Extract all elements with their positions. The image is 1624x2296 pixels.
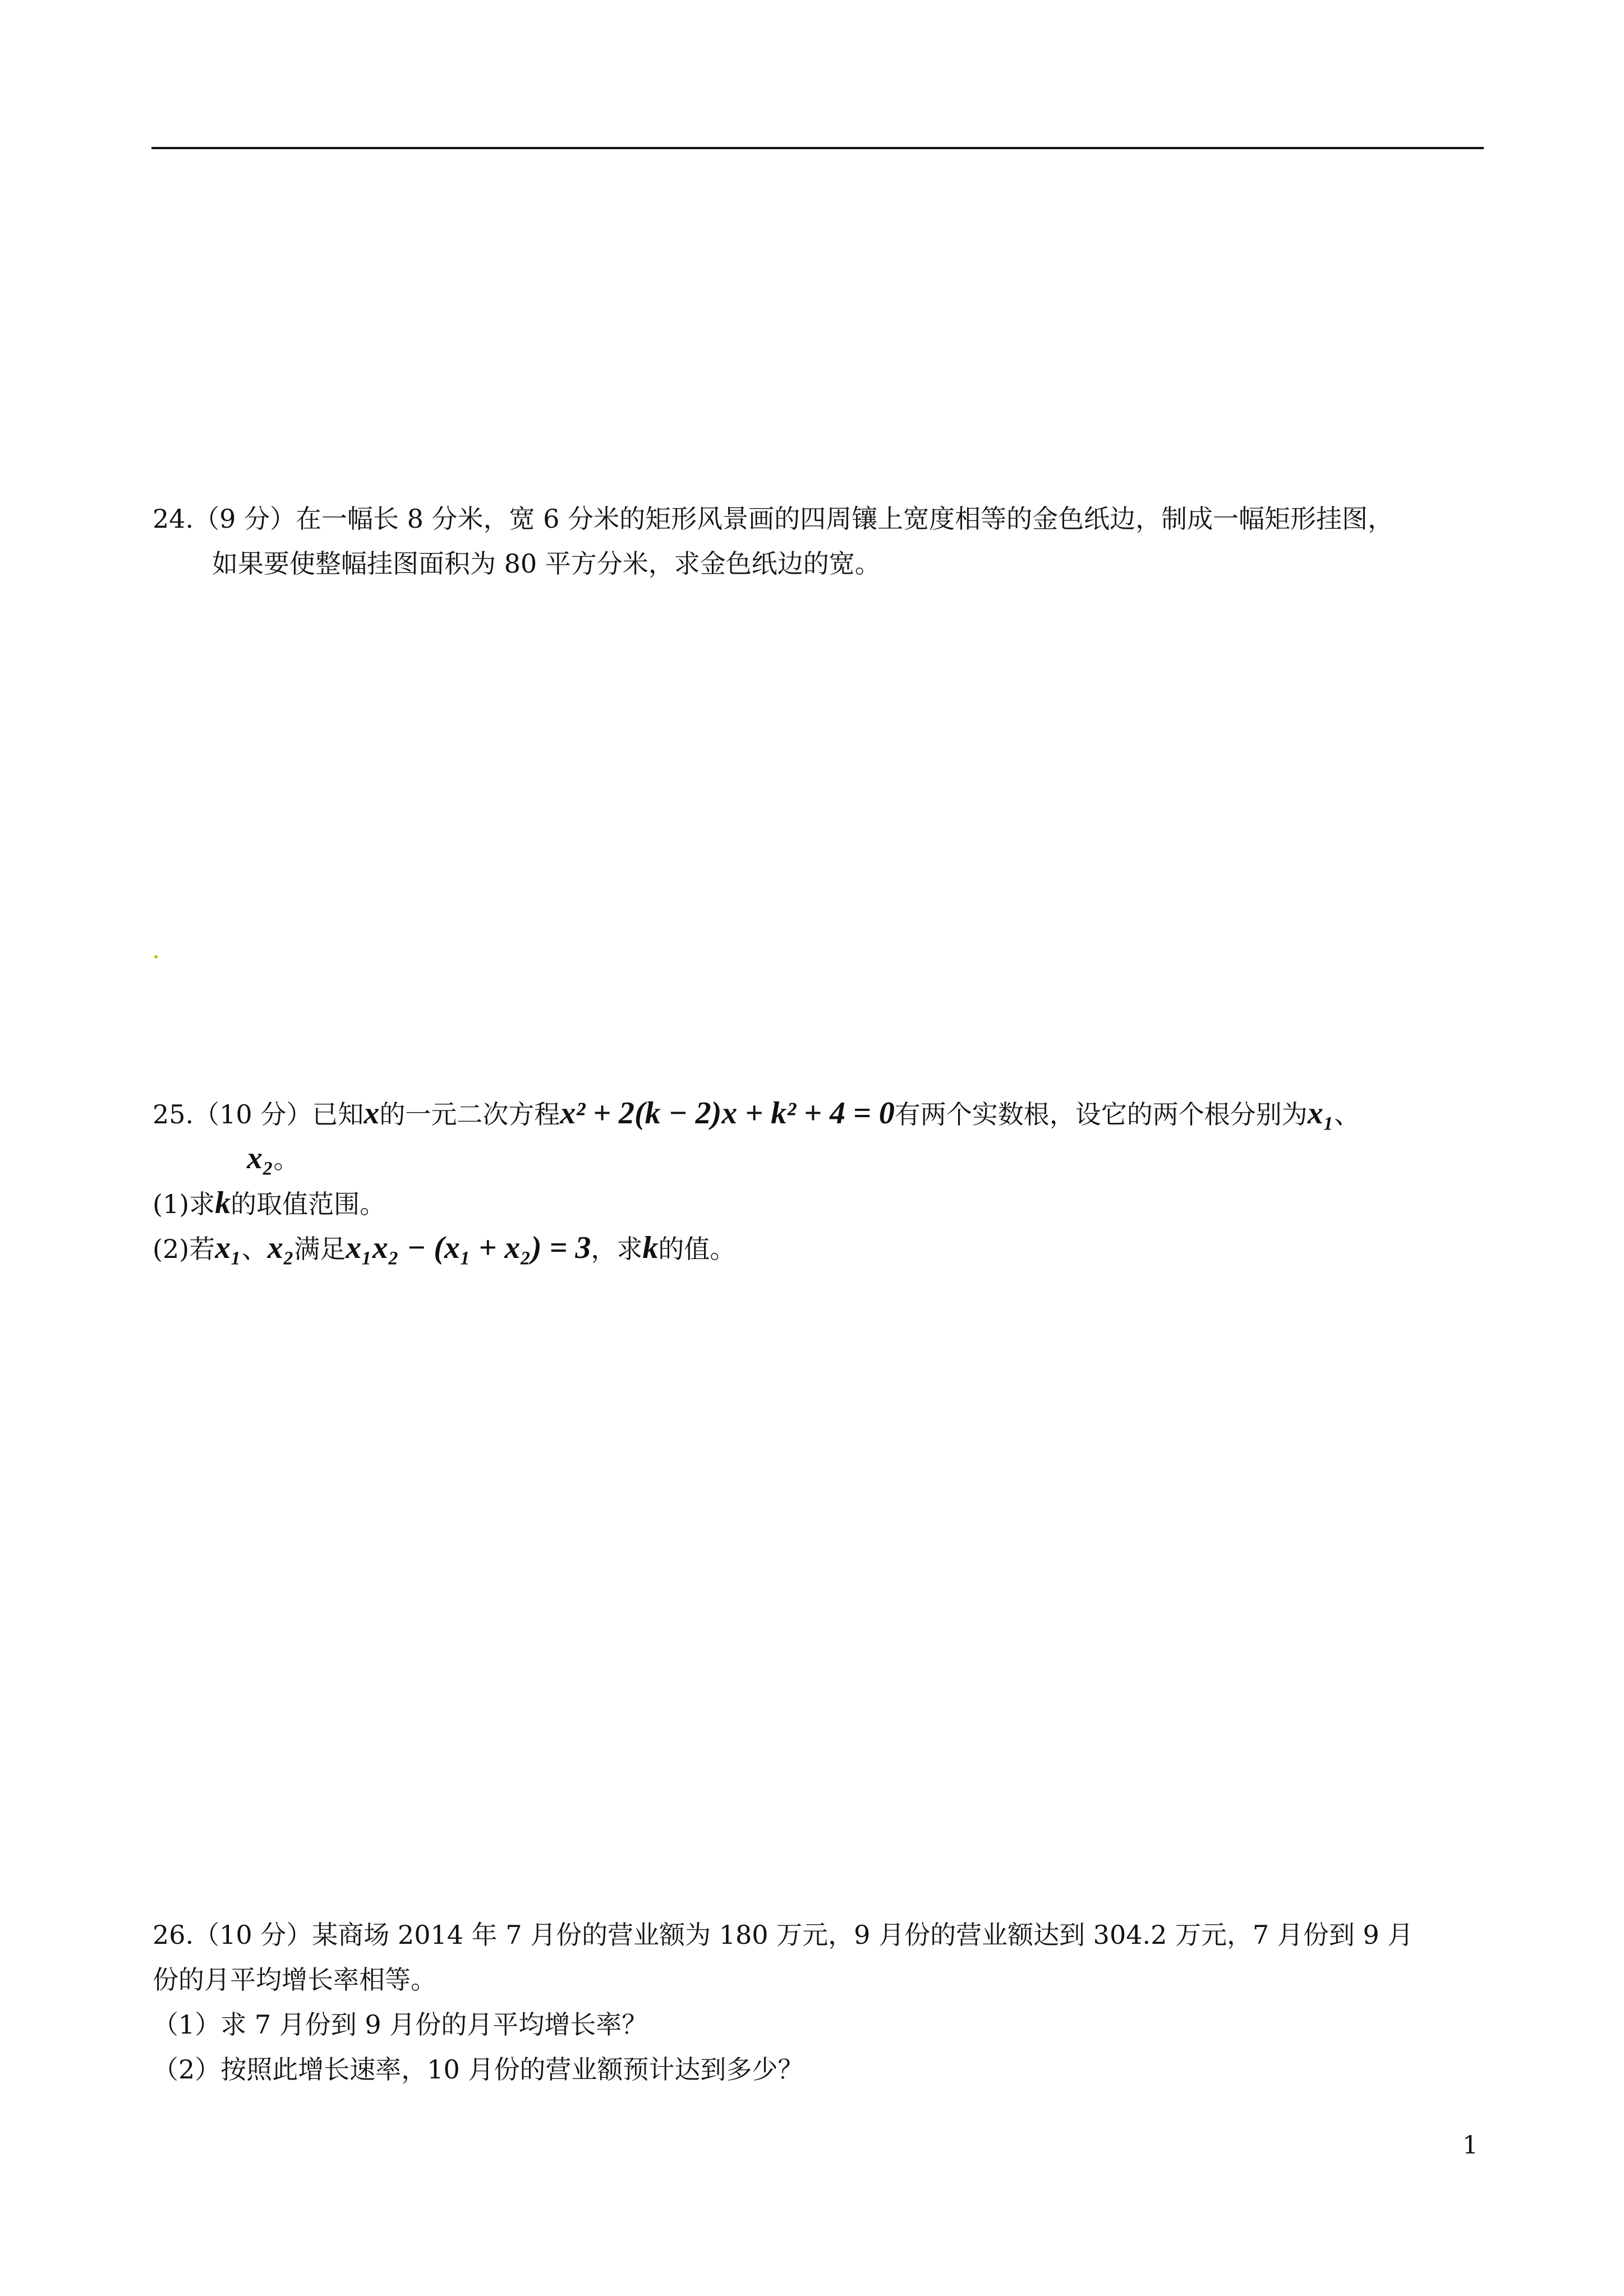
condition-equation: x₁x₂ − (x₁ + x₂) = 3 xyxy=(346,1230,591,1265)
q25-line1 xyxy=(153,1096,1360,1131)
root-x2: x₂ xyxy=(267,1230,295,1265)
quadratic-equation: x² + 2(k − 2)x + k² + 4 = 0 xyxy=(560,1096,895,1131)
q25-intro: 25.（10 分）已知 xyxy=(153,1099,364,1129)
header-rule xyxy=(151,147,1484,149)
page-number: 1 xyxy=(1462,2131,1478,2160)
part2-mid: 满足 xyxy=(294,1234,346,1264)
q24-line1: 24.（9 分）在一幅长 8 分米，宽 6 分米的矩形风景画的四周镶上宽度相等的金色纸边，制成一幅矩形挂图， xyxy=(153,504,1394,534)
separator: 、 xyxy=(241,1234,268,1264)
q26-line2: 份的月平均增长率相等。 xyxy=(153,1965,436,1995)
part1-prefix: (1)求 xyxy=(153,1189,215,1219)
q26-line1: 26.（10 分）某商场 2014 年 7 月份的营业额为 180 万元，9 月份的营业额达到 304.2 万元，7 月份到 9 月 xyxy=(153,1920,1414,1950)
root-x2: x₂ xyxy=(247,1141,274,1175)
period: 。 xyxy=(273,1144,300,1174)
q25-desc: 的一元二次方程 xyxy=(379,1099,560,1129)
q25-part2 xyxy=(153,1231,735,1266)
q26-part2: （2）按照此增长速率，10 月份的营业额预计达到多少？ xyxy=(153,2054,804,2085)
part2-post: ，求 xyxy=(591,1234,643,1264)
var-k: k xyxy=(642,1230,659,1265)
q24-line2: 如果要使整幅挂图面积为 80 平方分米，求金色纸边的宽。 xyxy=(212,548,881,579)
q25-line2 xyxy=(247,1141,300,1176)
q26-part1: （1）求 7 月份到 9 月份的月平均增长率？ xyxy=(153,2009,648,2040)
part2-end: 的值。 xyxy=(658,1234,736,1264)
root-x1: x₁ xyxy=(1307,1096,1335,1131)
part2-prefix: (2)若 xyxy=(153,1234,215,1264)
q25-part1 xyxy=(153,1186,385,1221)
stray-mark xyxy=(154,955,158,958)
q25-roots-text: 有两个实数根，设它的两个根分别为 xyxy=(894,1099,1308,1129)
var-k: k xyxy=(215,1186,231,1220)
separator: 、 xyxy=(1334,1099,1360,1129)
root-x1: x₁ xyxy=(215,1230,242,1265)
part1-suffix: 的取值范围。 xyxy=(231,1189,386,1219)
var-x: x xyxy=(364,1096,380,1131)
